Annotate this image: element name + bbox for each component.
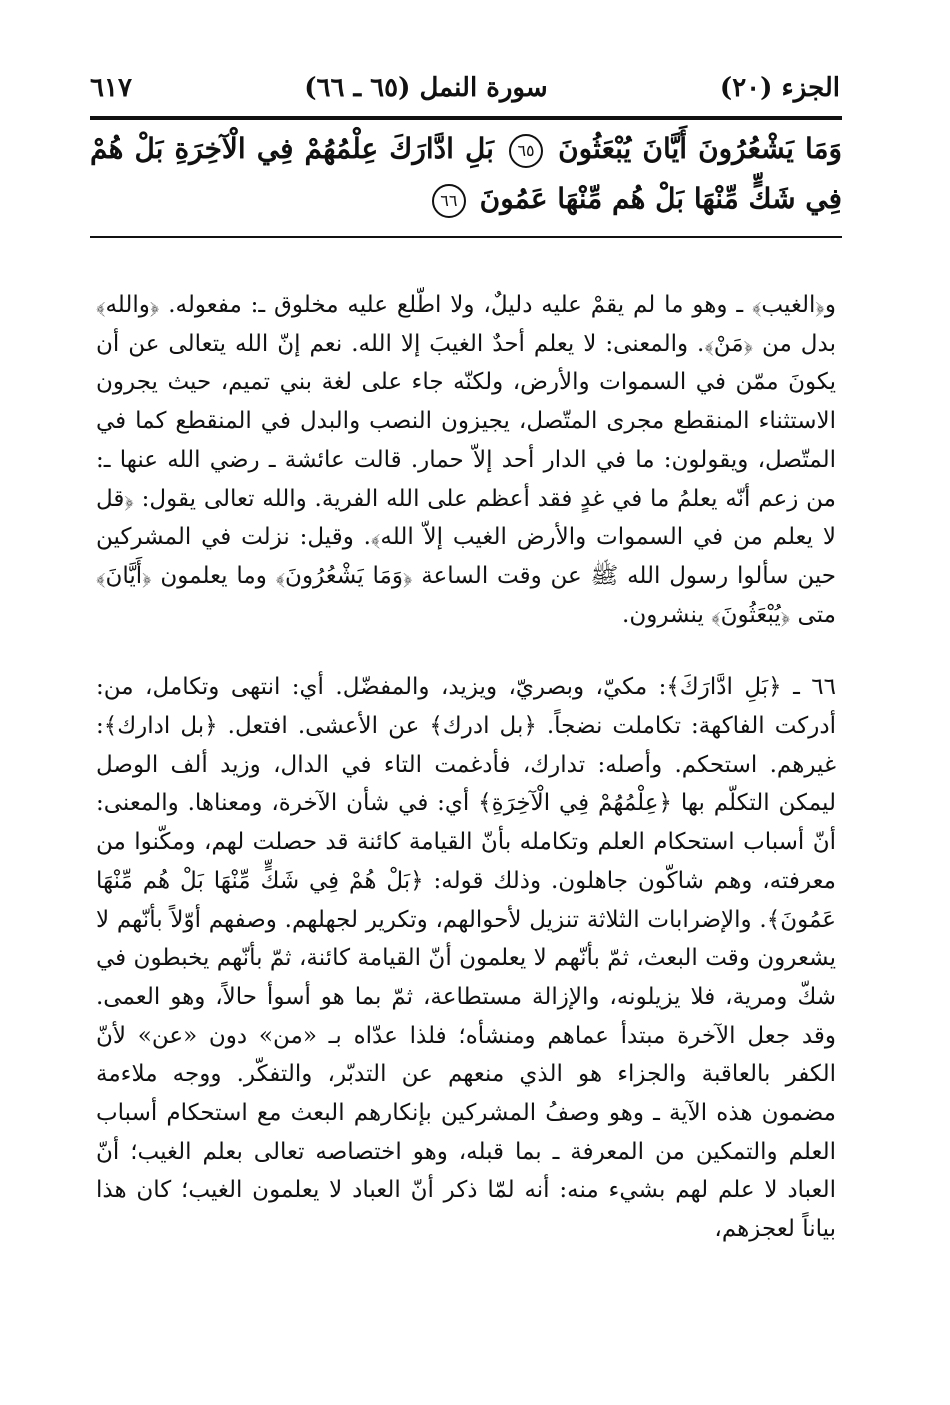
tafsir-body [96, 286, 836, 1249]
page-number: ٦١٧ [90, 73, 132, 103]
ayah-number-66: ٦٦ [432, 184, 466, 218]
header-divider [90, 116, 842, 120]
tafsir-paragraph-2: ٦٦ ـ ﴿بَلِ ادَّارَكَ﴾: مكيّ، وبصريّ، ويزيد، والمفضّل. أي: انتهى وتكامل، من: أدركت الفاكهة: تكاملت نضجاً. ﴿بل ادرك﴾ عن الأعشى. افتعل. ﴿بل ادارك﴾: غيرهم. استحكم. وأصله: تدارك، فأدغمت التاء في الدال، وزيد ألف الوصل ليمكن التكلّم بها ﴿عِلْمُهُمْ فِي الْآخِرَةِ﴾ أي: في شأن الآخرة، ومعناها. والمعنى: أنّ أسباب استحكام العلم وتكامله بأنّ القيامة كائنة قد حصلت لهم، ومكّنوا من معرفته، وهم شاكّون جاهلون. وذلك قوله: ﴿بَلْ هُمْ فِي شَكٍّ مِّنْهَا بَلْ هُم مِّنْهَا عَمُونَ﴾. والإضرابات الثلاثة تنزيل لأحوالهم، وتكرير لجهلهم. وصفهم أوّلاً بأنّهم لا يشعرون وقت البعث، ثمّ بأنّهم لا يعلمون أنّ القيامة كائنة، ثمّ بأنّهم يخبطون في شكّ ومرية، فلا يزيلونه، والإزالة مستطاعة، ثمّ بما هو أسوأ حالاً، وهو العمى. وقد جعل الآخرة مبتدأ عماهم ومنشأه؛ فلذا عدّاه بـ «من» دون «عن» لأنّ الكفر بالعاقبة والجزاء هو الذي منعهم عن التدبّر، والتفكّر. ووجه ملاءمة مضمون هذه الآية ـ وهو وصفُ المشركين بإنكارهم البعث مع استحكام أسباب العلم والتمكين من المعرفة ـ بما قبله، وهو اختصاصه تعالى بعلم الغيب؛ أنّ العباد لا علم لهم بشيء منه: أنه لمّا ذكر أنّ العباد لا يعلمون الغيب؛ كان هذا بياناً لعجزهم، [96, 674, 836, 1243]
surah-title: سورة النمل (٦٥ ـ ٦٦) [304, 73, 548, 103]
tafsir-paragraph-1: و﴿الغيب﴾ ـ وهو ما لم يقمْ عليه دليلٌ، ولا اطّلع عليه مخلوق ـ: مفعوله. ﴿والله﴾ بدل من ﴿مَنْ﴾. والمعنى: لا يعلم أحدٌ الغيبَ إلا الله. نعم إنّ الله يتعالى عن أن يكونَ ممّن في السموات والأرض، ولكنّه جاء على لغة بني تميم، حيث يجرون الاستثناء المنقطع مجرى المتّصل، يجيزون النصب والبدل في المنقطع كما في المتّصل، ويقولون: ما في الدار أحد إلاّ حمار. قالت عائشة ـ رضي الله عنها ـ: من زعم أنّه يعلمُ ما في غدٍ فقد أعظم على الله الفرية. والله تعالى يقول: ﴿قل لا يعلم من في السموات والأرض الغيب إلاّ الله﴾. وقيل: نزلت في المشركين حين سألوا رسول الله ﷺ عن وقت الساعة ﴿وَمَا يَشْعُرُونَ﴾ وما يعلمون ﴿أَيَّانَ﴾ متى ﴿يُبْعَثُونَ﴾ ينشرون. [96, 292, 836, 628]
quran-verses [90, 124, 842, 224]
juz-label: الجزء (٢٠) [719, 73, 840, 103]
verse-text-66: بَلِ ادَّارَكَ عِلْمُهُمْ فِي الْآخِرَةِ بَلْ هُمْ فِي شَكٍّ مِّنْهَا بَلْ هُم مِّنْهَا عَمُونَ [90, 132, 842, 215]
verse-text-65: وَمَا يَشْعُرُونَ أَيَّانَ يُبْعَثُونَ [558, 132, 843, 165]
page-header [90, 66, 840, 110]
verses-divider [90, 236, 842, 238]
ayah-number-65: ٦٥ [509, 134, 543, 168]
